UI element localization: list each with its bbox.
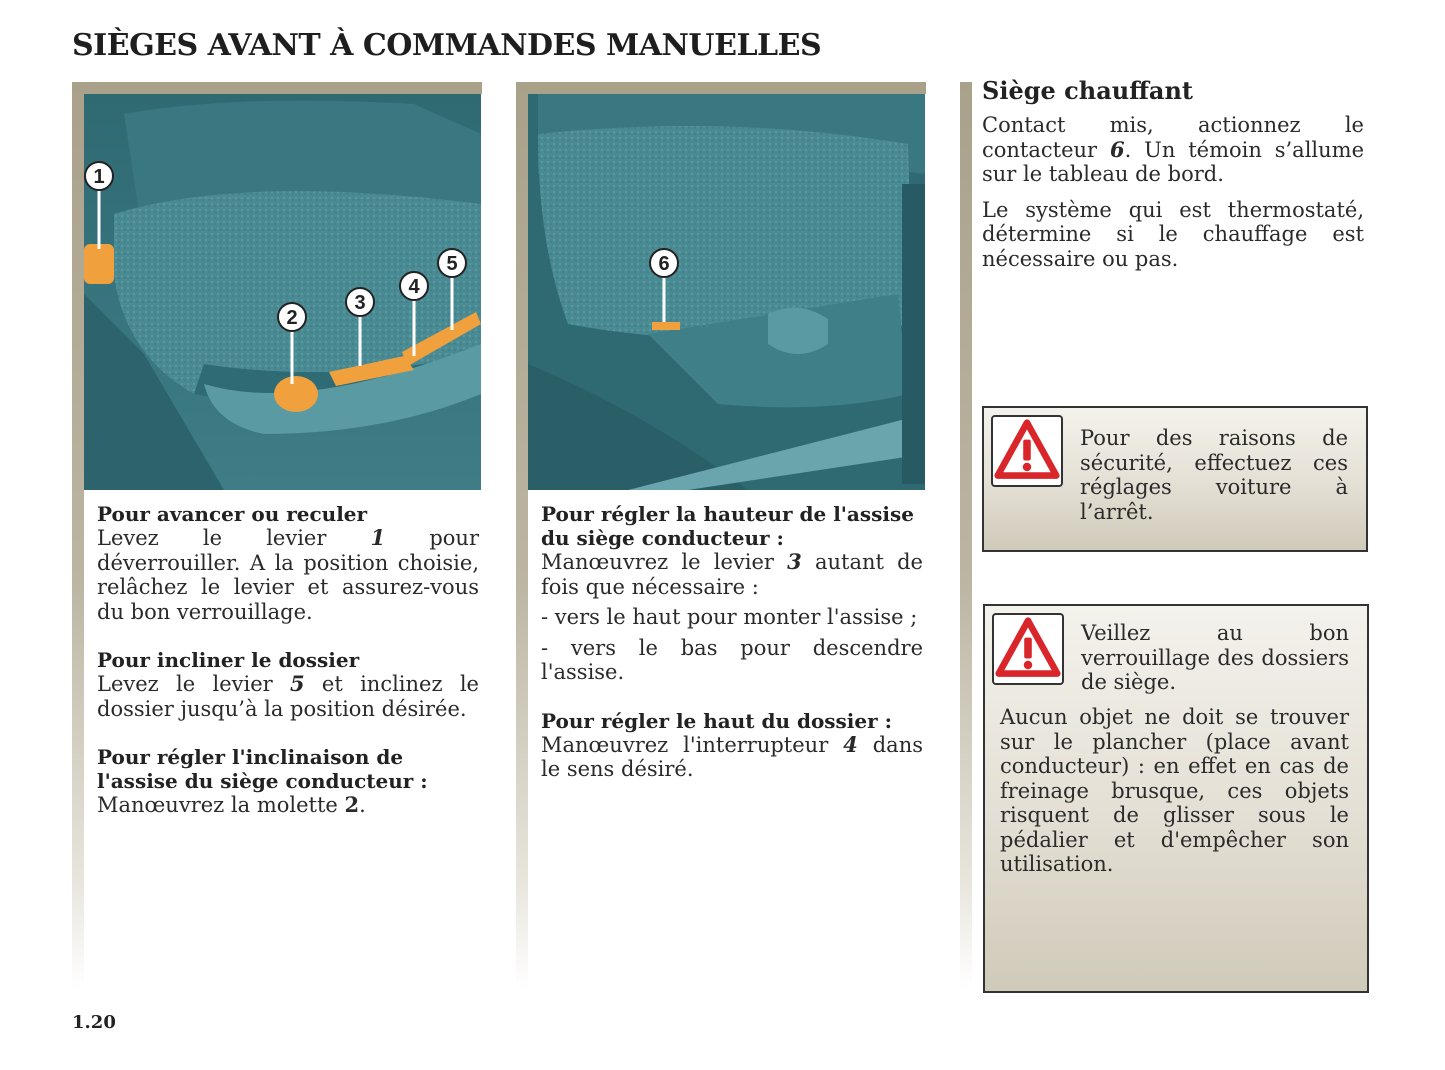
section-tilt-title: Pour régler l'inclinaison de l'assise du siège conducteur : <box>97 745 428 793</box>
ref-5: 5 <box>289 671 305 696</box>
warning-1-text: Pour des raisons de sécurité, effectuez ces réglages voiture à l’arrêt. <box>1080 426 1348 524</box>
column-1-bar <box>72 82 84 990</box>
section-recline-title: Pour incliner le dossier <box>97 648 360 672</box>
ref-1: 1 <box>370 525 386 550</box>
page-title: SIÈGES AVANT À COMMANDES MANUELLES <box>72 28 822 63</box>
warning-2-lock-text: Veillez au bon verrouillage des dossiers de siège. <box>1081 621 1349 694</box>
column-2-bar <box>516 82 528 990</box>
callout-1 <box>85 162 113 190</box>
page-number: 1.20 <box>72 1012 116 1033</box>
svg-text:6: 6 <box>658 253 670 275</box>
warning-triangle-icon <box>991 415 1063 487</box>
column-2-text <box>541 502 923 782</box>
ref-6: 6 <box>1109 136 1125 162</box>
column-1-text <box>97 502 479 818</box>
section-headrest-body: Manœuvrez l'interrupteur 4 dans le sens désiré. <box>541 731 923 781</box>
ref-2: 2 <box>344 792 360 817</box>
section-height-title: Pour régler la hauteur de l'assise du siège conducteur : <box>541 502 914 550</box>
callout-5 <box>438 249 466 277</box>
knob-2-highlight <box>274 376 318 412</box>
section-height-body: Manœuvrez le levier 3 autant de fois que nécessaire : <box>541 549 923 599</box>
warning-2-floor-text: Aucun objet ne doit se trouver sur le plancher (place avant conducteur) : en effet en cas de freinage brusque, ces objets risquent de glisser sous le pédalier et d'empêcher son utilisation. <box>1000 705 1349 876</box>
column-2-top-rule <box>516 82 926 94</box>
section-headrest-title: Pour régler le haut du dossier : <box>541 708 893 733</box>
warning-box-2 <box>983 604 1369 993</box>
section-move-title: Pour avancer ou reculer <box>97 502 368 526</box>
callout-6 <box>650 249 678 277</box>
callout-3 <box>346 288 374 316</box>
list-item-up: - vers le haut pour monter l'assise ; <box>541 605 918 629</box>
seat-photo-2 <box>528 94 925 490</box>
callout-2 <box>278 303 306 331</box>
warning-triangle-icon <box>992 613 1064 685</box>
switch-6-highlight <box>652 322 680 330</box>
column-1-top-rule <box>72 82 482 94</box>
svg-text:5: 5 <box>446 253 458 275</box>
seat-illustration-1 <box>84 94 481 490</box>
ref-3: 3 <box>787 549 802 574</box>
heated-seat-title: Siège chauffant <box>982 76 1193 105</box>
heated-seat-p1: Contact mis, actionnez le contacteur 6. Un témoin s’allume sur le tableau de bord. <box>982 113 1364 186</box>
seat-photo-1 <box>84 94 481 490</box>
column-3-bar <box>960 82 972 990</box>
svg-text:2: 2 <box>286 307 298 329</box>
section-move-body: Levez le levier 1 pour déverrouiller. A la position choisie, relâchez le levier et assurez-vous du bon verrouillage. <box>97 525 480 624</box>
ref-4: 4 <box>843 731 858 757</box>
seat-illustration-2 <box>528 94 925 490</box>
heated-seat-p2: Le système qui est thermostaté, détermine si le chauffage est nécessaire ou pas. <box>982 197 1364 271</box>
section-recline-body: Levez le levier 5 et inclinez le dossier jusqu’à la position désirée. <box>97 671 479 721</box>
svg-text:3: 3 <box>354 292 366 314</box>
section-tilt-body: Manœuvrez la molette 2. <box>97 792 366 817</box>
callout-4 <box>400 272 428 300</box>
svg-text:1: 1 <box>93 166 105 188</box>
svg-text:4: 4 <box>408 276 420 298</box>
list-item-down: - vers le bas pour descendre l'assise. <box>541 635 923 684</box>
warning-box-1 <box>982 406 1368 552</box>
column-3-text <box>982 113 1364 271</box>
lever-1-highlight <box>84 244 114 284</box>
